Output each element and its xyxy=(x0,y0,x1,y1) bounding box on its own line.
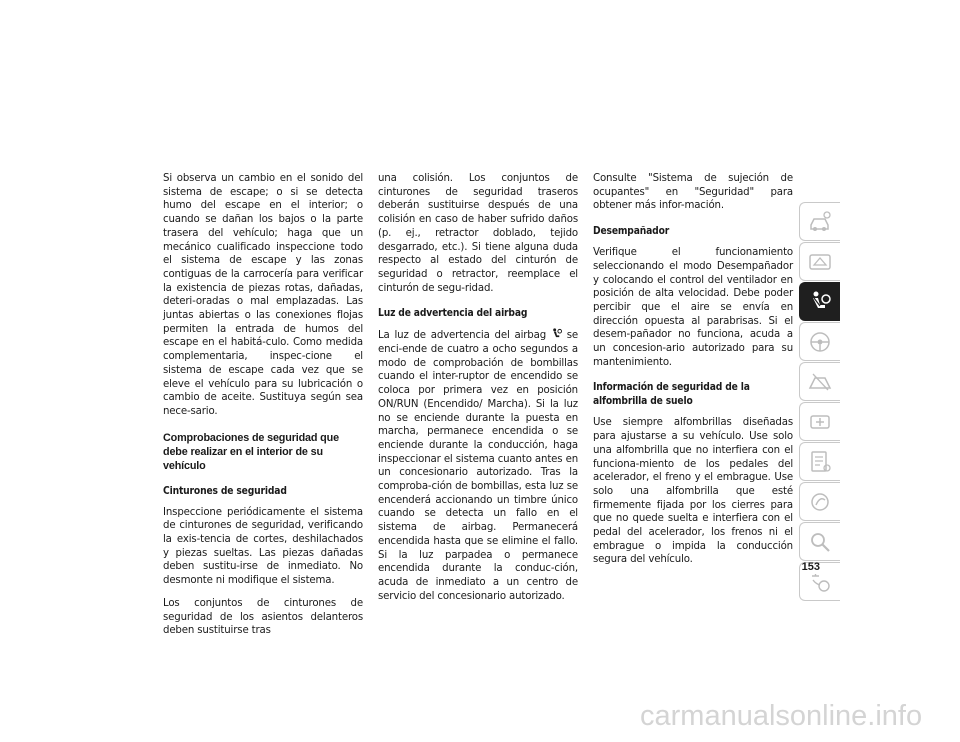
section-heading-interior-checks: Comprobaciones de seguridad que debe realizar en el interior de su vehículo xyxy=(163,431,339,472)
airbag-paragraph-start: La luz de advertencia del airbag xyxy=(378,330,547,342)
watermark: carmanualsonline.info xyxy=(640,700,923,732)
seatbelt-airbag-icon xyxy=(806,288,834,316)
index-search-icon xyxy=(806,528,834,556)
chapter-tab-strip xyxy=(799,202,841,602)
multimedia-icon xyxy=(806,488,834,516)
emergency-icon xyxy=(806,408,834,436)
airbag-paragraph-rest: se enci-ende de cuatro a ocho segundos a modo de comprobación de bombillas cuando el inter-ruptor de encendido se coloca por primera vez en posición ON/RUN (Encendido/ Marcha). Si la luz no se enciende durante la puesta en marcha, permanece encendida o se enciende durante la conducción, haga inspeccionar el sistema cuanto antes en un concesionario autorizado. Tras la comproba-ción de bombillas, esta luz se encenderá accionando un timbre único cuando se detecta un fallo en el sistema de airbag. Permanecerá encendida hasta que se elimine el fallo. Si la luz parpadea o permanece encendida durante la conduc-ción, acuda de inmediato a un centro de servicio del concesionario autorizado. xyxy=(378,330,578,602)
tab-steering[interactable] xyxy=(799,322,840,361)
tab-warning-lights[interactable] xyxy=(799,242,840,281)
tab-maintenance[interactable] xyxy=(799,442,840,481)
subheading-airbag-warning: Luz de advertencia del airbag xyxy=(378,308,528,320)
airbag-warning-icon xyxy=(551,328,562,339)
seatbelt-collision-paragraph: una colisión. Los conjuntos de cinturones de seguridad traseros deberán sustituirse después de una colisión en caso de haber sufrido daños (p. ej., retractor doblado, tejido desgarrado, etc.). Si tiene alguna duda respecto al estado del cinturón de seguridad o retractor, reemplace el cinturón de segu-ridad. xyxy=(378,173,578,294)
tab-safety[interactable] xyxy=(799,282,840,321)
exhaust-paragraph: Si observa un cambio en el sonido del sistema de escape; o si se detecta humo del escape en el interior; o cuando se dañan los bajos o la parte trasera del vehículo; haga que un mecánico cualificado inspeccione todo el sistema de escape y las zonas contiguas de la carrocería para verificar la existencia de piezas rotas, dañadas, deteri-oradas o mal emplazadas. Las juntas abiertas o las conexiones flojas permiten la entrada de humos del escape en el habitá-culo. Como medida complementaria, inspec-cione el sistema de escape cada vez que se eleve el vehículo para su lubricación o cambio de aceite. Sustituya según sea nece-sario. xyxy=(163,173,363,417)
seatbelt-inspect-paragraph: Inspeccione periódicamente el sistema de cinturones de seguridad, verificando la exis-tencia de cortes, deshilachados y piezas sueltas. Las piezas dañadas deben sustitu-irse de inmediato. No desmonte ni modifique el sistema. xyxy=(163,506,363,587)
subheading-seatbelts: Cinturones de seguridad xyxy=(163,485,287,497)
tab-multimedia[interactable] xyxy=(799,482,840,521)
seatbelt-replace-paragraph: Los conjuntos de cinturones de seguridad de los asientos delanteros deben sustituirse tras xyxy=(163,597,363,637)
tab-index[interactable] xyxy=(799,522,840,561)
text-column-3 xyxy=(593,172,793,576)
tab-driving[interactable] xyxy=(799,362,840,401)
maintenance-list-icon xyxy=(806,448,834,476)
subheading-floor-mat: Información de seguridad de la alfombrilla de suelo xyxy=(593,382,750,408)
floor-mat-paragraph: Use siempre alfombrillas diseñadas para ajustarse a su vehículo. Use solo una alfombrilla que no interfiera con el funciona-miento de los pedales del acelerador, el freno y el embrague. Use solo una alfombrilla que esté firmemente fijada por los cierres para que no quede suelta e interfiera con el pedal del acelerador, los frenos ni el embrague o impida la conducción segura del vehículo. xyxy=(593,417,793,566)
driving-icon xyxy=(806,368,834,396)
text-column-2 xyxy=(378,172,578,612)
tab-emergency[interactable] xyxy=(799,402,840,441)
steering-wheel-icon xyxy=(806,328,834,356)
car-info-icon xyxy=(806,208,834,236)
page-number: 153 xyxy=(801,561,820,573)
warning-lights-icon xyxy=(806,248,834,276)
subheading-defroster: Desempañador xyxy=(593,226,670,238)
text-column-1 xyxy=(163,172,363,647)
see-occupant-restraint-paragraph: Consulte "Sistema de sujeción de ocupantes" en "Seguridad" para obtener más infor-mación. xyxy=(593,173,793,212)
tab-car-info[interactable] xyxy=(799,202,840,241)
airbag-warning-paragraph xyxy=(378,328,578,603)
defroster-paragraph: Verifique el funcionamiento seleccionando el modo Desempañador y colocando el control del ventilador en posición de alta velocidad. Debe poder percibir que el aire se envía en dirección opuesta al parabrisas. Si el desem-pañador no funciona, acuda a un concesion-ario autorizado para su mantenimiento. xyxy=(593,247,793,368)
